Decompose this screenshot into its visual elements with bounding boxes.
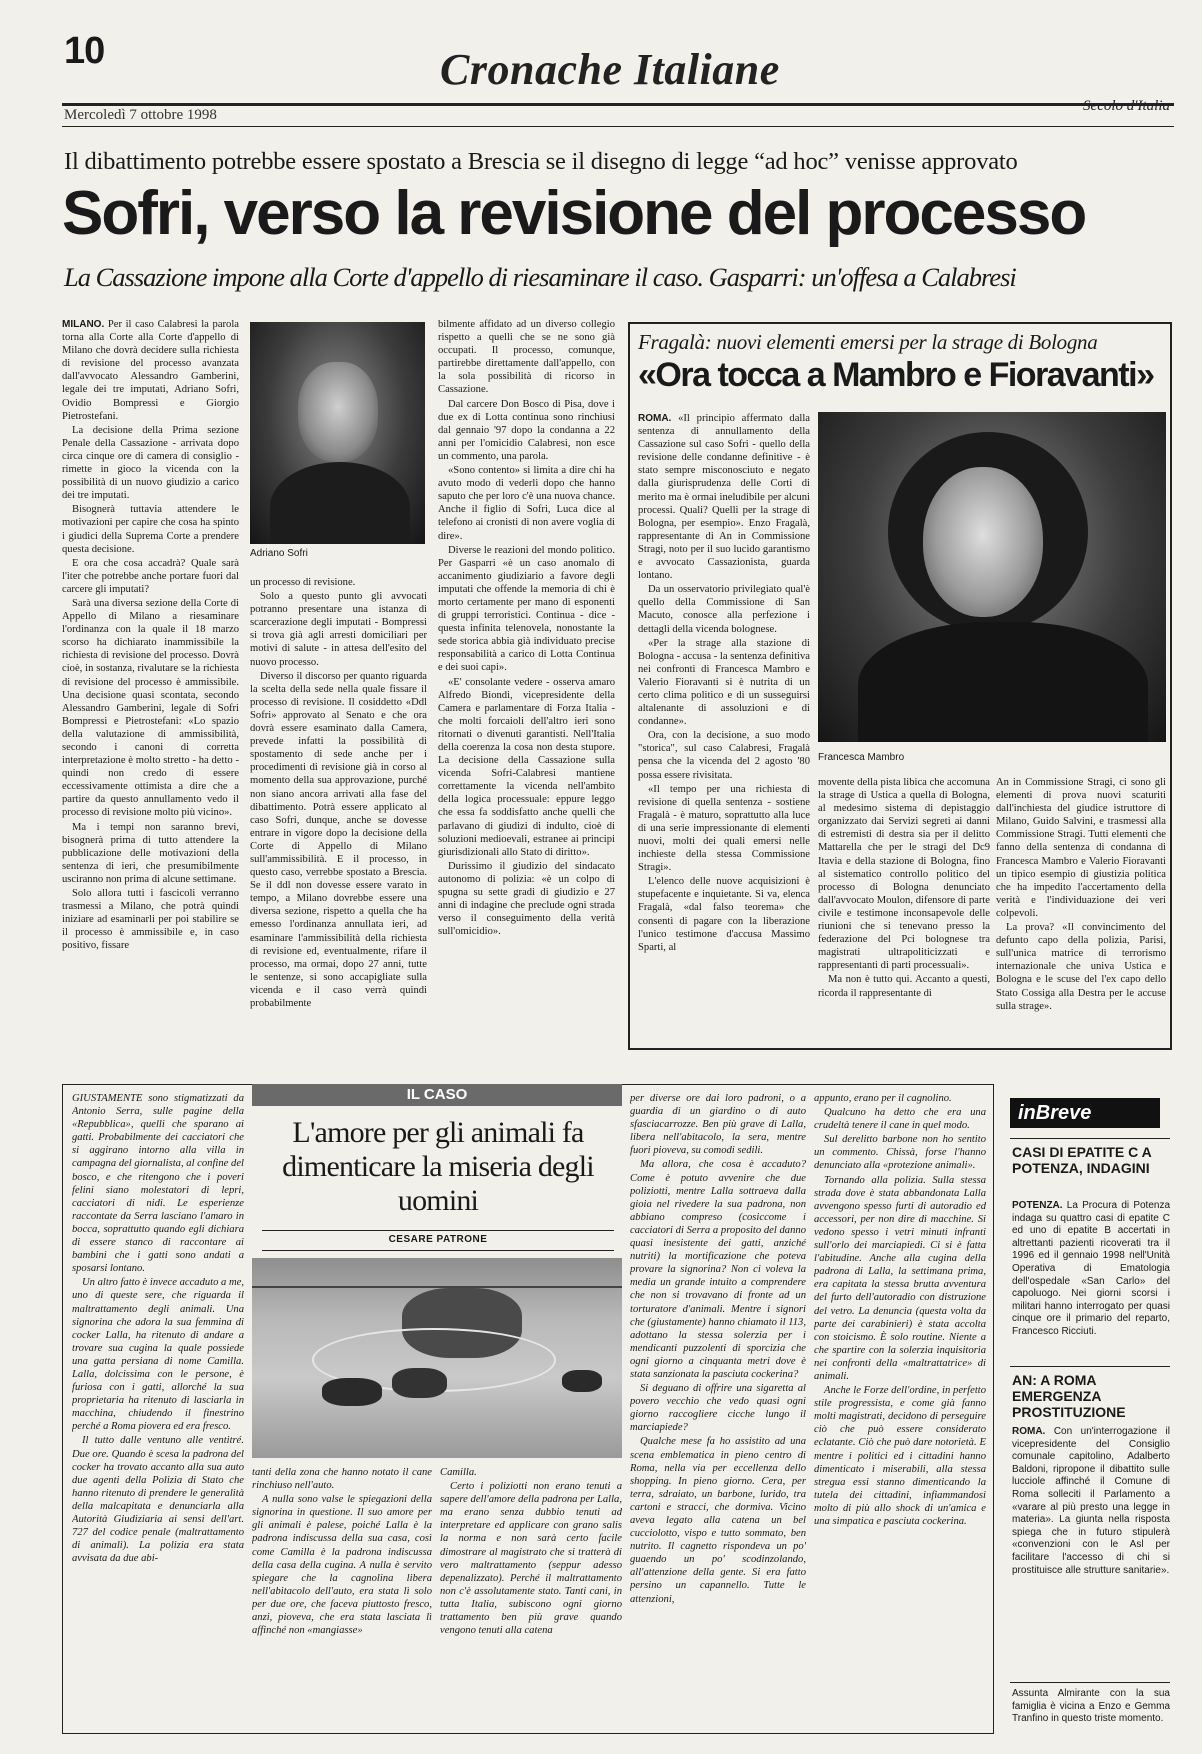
sofri-photo xyxy=(250,322,425,544)
main-article-col2 xyxy=(250,576,427,1050)
animals-col3-para: Camilla. xyxy=(440,1467,477,1478)
animals-lead-para: Un altro fatto è invece accaduto a me, uno di queste sere, che riguarda il maltrattamento degli animali. Una signorina che adora la sua femmina di cocker Lalla, ha ritenuto di andare a trovare sua cugina la quale possiede una gatta persiana di nome Camilla. Lalla, dolcissima con le persone, è furiosa con i gatti, allorché la sua proprietaria ha ritenuto di lasciarla in macchina, chiudendo il finestrino perché a Roma piovera ed era fresco. xyxy=(72,1277,244,1433)
main-headline: Sofri, verso la revisione del processo xyxy=(62,179,1086,248)
paper-name: Secolo d'Italia xyxy=(1083,98,1170,114)
side-col-a-text: «Il principio affermato dalla sentenza di annullamento della Cassazione sul caso Sofri - quello della revisione delle condanne definitive - è stato sempre misconosciuto e negato dalla giurisprudenza delle Corti di merito ma è ormai ineludibile per alcuni processi. Quali? Quelli per la strage di Bologna, per esempio». Enzo Fragalà, rappresentante di An in Commissione Stragi, noto per il suo lucido garantismo e avvocato Cassazionista, guarda lontano. xyxy=(638,413,810,582)
main-col1-para: Bisognerà tuttavia attendere le motivazioni per capire che cosa ha spinto i giudici della Suprema Corte a prendere questa decisione. xyxy=(62,504,239,555)
animals-col5-para: appunto, erano per il cagnolino. xyxy=(814,1093,952,1104)
animals-author-rule xyxy=(262,1230,614,1231)
in-breve-item2-text: Con un'interrogazione il vicepresidente del Consiglio comunale capitolino, Adalberto Baldoni, ripropone il dibattito sulle lucciole affinché il Comune di Roma solleciti il Parlamento a «varare al più presto una legge in materia». La giunta nella risposta spiega che in futuro stipulerà «convenzioni con le Asl per facilitare l'accesso di chi si prostituisce alle strutture sanitarie». xyxy=(1012,1426,1170,1576)
main-col3-para: «Sono contento» si limita a dire chi ha avuto modo di vederli dopo che hanno saputo che per loro c'è una nuova chance. Anche il figlio di Sofri, Luca dice al telefono ai cronisti di non avere voglia di dire». xyxy=(438,465,615,542)
sofri-photo-caption: Adriano Sofri xyxy=(250,548,308,559)
animals-col5-para: Qualcuno ha detto che era una crudeltà tenere il cane in quel modo. xyxy=(814,1107,986,1132)
main-col3-para: bilmente affidato ad un diverso collegio rispetto a quelli che se ne sono già occupati. Il processo, comunque, partirebbe direttamente dall'appello, con la sola possibilità di ricorso in Cassazione. xyxy=(438,319,615,396)
animals-tag-text: IL CASO xyxy=(406,1086,468,1103)
masthead-rule-thin xyxy=(62,126,1174,127)
animals-col4-para: Si deguano di offrire una sigaretta al povero vecchio che vedo quasi ogni giorno raccogliere cicche lungo il marciapiede? xyxy=(630,1383,806,1434)
main-col3-para: «E' consolante vedere - osserva amaro Alfredo Biondi, vicepresidente della Camera e parlamentare di Forza Italia - che molti forcaioli dell'altro ieri sono ritornati o divenuti garantisti. Nell'Italia della coerenza la cosa non desta stupore. La decisione della Cassazione sulla vicenda Sofri-Calabresi mantiene correttamente la vicenda nell'ambito della logica processuale: eppure leggo che essa fa soddisfatto anche quelli che parlavano di giudizi di indulto, cioè di soluzioni medioevali, estranee ai principi giurisdizionali allo Stato di diritto». xyxy=(438,676,615,858)
side-article-col-a xyxy=(638,412,810,1046)
animals-lead-para: GIUSTAMENTE sono stigmatizzati da Antonio Serra, sulle pagine della «Repubblica», quelli che sparano ai gatti. Probabilmente dei cacciatori che si aggirano intorno alla villa in campagna del giornalista, al confine del bosco, e che ritengono che i poveri felini siano molestatori di lepri, cacciatori di nidi. Le esperienze raccontate da Serra lasciano l'amaro in bocca, soprattutto quando egli dichiara di essere stanco di raccontare ai bambini che i gatti sono andati a sposarsi lontano. xyxy=(72,1093,244,1275)
section-title-text: Cronache Italiane xyxy=(440,45,780,94)
main-col1-text: Per il caso Calabresi la parola torna alla Corte alla Corte d'appello di Milano che dovrà decidere sulla richiesta di revisione del processo avanzata dall'avvocato Alessandro Gamberini, legale dei tre imputati, Adriano Sofri, Ovidio Bompressi e Giorgio Pietrostefani. xyxy=(62,319,239,422)
animals-author: CESARE PATRONE xyxy=(388,1234,488,1245)
side-col-b-para: movente della pista libica che accomuna la strage di Ustica a quella di Bologna, al medesimo sistema di depistaggio organizzato dai Servizi segreti ai danni di estremisti di destra sia per il delitto Mattarella che per le stragi del Dc9 Itavia e della stazione di Bologna, fino al sistematico controllo politico del processo di Bologna denunciato dall'avvocato Moulon, difensore di parte civile e testimone inconsapevole delle riunioni che si tenevano presso la federazione del Pci bolognese tra magistrati ultrapoliticizzati e rappresentanti di parti processuali». xyxy=(818,777,990,972)
mambro-photo-face xyxy=(923,467,1043,617)
animals-col4-para: Qualche mese fa ho assistito ad una scena emblematica in pieno centro di Roma, nella via per eccellenza dello shopping. In pieno giorno. Cera, per terra, sdraiato, un barbone, lurido, tra cartoni e stracci, che dormiva. Vicino aveva legato alla catena un bel cucciolotto, vispo e tutto sommato, ben nutrito. Il cagnetto rispondeva un po' guaendo un po' scodinzolando, all'attenzione della gente. Si era fatto persino un capannello. Tutte le attenzioni, xyxy=(630,1436,806,1605)
main-article-col3 xyxy=(438,318,615,1050)
side-article-col-c xyxy=(996,776,1166,1046)
in-breve-item1-para xyxy=(1012,1200,1170,1339)
side-col-c-para: An in Commissione Stragi, ci sono gli elementi di prova nuovi scaturiti dall'inchiesta del giudice istruttore di Milano, Guido Salvini, e trasmessi alla Commissione Stragi. Tutti elementi che fanno della sentenza di condanna di Francesca Mambro e Valerio Fioravanti un tipico esempio di giustizia politica che ha impedito l'accertamento della verità e l'individuazione dei veri colpevoli. xyxy=(996,777,1166,919)
dogs-photo-fence xyxy=(252,1286,622,1288)
main-col1-para: E ora che cosa accadrà? Quale sarà l'iter che potrebbe anche portare fuori dal carcere gli imputati? xyxy=(62,557,239,595)
dateline: MILANO. xyxy=(62,319,105,330)
animals-col3 xyxy=(440,1466,622,1728)
animals-col4-para: Ma allora, che cosa è accaduto? Come è potuto avvenire che due poliziotti, mentre Lalla sottraeva dalla gioia nel rivedere la sua padrona, non abbiano compreso (cosiccome i cacciatori di Serra a proposito del danno quasi inesistente dei gatti, anziché nutriti) la mortificazione che poteva provare la signorina? Non ci voleva la media un grande intuito a comprendere che non si trovavano di fronte ad un torturatore d'animali. Mentre i signori che (giustamente) hanno chiamato il 113, adottano la stessa solerzia per i mendicanti puzzolenti di sporcizia che ogni giorno a cinquanta metri dove è stata sanzionata la pasciuta cockerina? xyxy=(630,1159,806,1380)
side-article-col-b xyxy=(818,776,990,1046)
animals-col4 xyxy=(630,1092,806,1728)
side-kicker: Fragalà: nuovi elementi emersi per la strage di Bologna xyxy=(638,330,1098,354)
side-col-c-para: La prova? «Il convincimento del defunto capo della polizia, Parisi, sull'unica matrice di terrorismo internazionale che univa Ustica e Bologna e le scuse del l'ex capo dello Stato Cossiga alla Destra per le accuse sulla strage». xyxy=(996,922,1166,1012)
animals-lead-col xyxy=(72,1092,244,1728)
dogs-photo-dog xyxy=(562,1370,602,1392)
main-col2-para: Solo a questo punto gli avvocati potranno presentare una istanza di scarcerazione degli imputati - Bompressi si trova già agli arresti domiciliari per motivi di salute - in attesa dell'esito del nuovo processo. xyxy=(250,591,427,668)
in-breve-item1-title: CASI DI EPATITE C A POTENZA, INDAGINI xyxy=(1012,1144,1152,1176)
issue-date: Mercoledì 7 ottobre 1998 xyxy=(64,107,217,123)
side-headline: «Ora tocca a Mambro e Fioravanti» xyxy=(638,356,1154,394)
side-col-a-para: Da un osservatorio privilegiato qual'è quello della Commissione di San Macuto, conosce alla perfezione i dettagli della vicenda bolognese. xyxy=(638,584,810,635)
side-col-a-para: «Per la strage alla stazione di Bologna - accusa - la sentenza definitiva nei confronti di Francesca Mambro e Valerio Fioravanti si è nutrita di un certo clima politico e di un susseguirsi altalenante di assoluzioni e di condanne». xyxy=(638,637,810,728)
main-col1-para: Solo allora tutti i fascicoli verranno trasmessi a Milano, che potrà quindi iniziare ad esaminarli per poi stabilire se il processo è ammissibile e, in caso positivo, fissare xyxy=(62,888,239,952)
main-col2-para: Diverso il discorso per quanto riguarda la scelta della sede nella quale fissare il processo di revisione. Il cosiddetto «Ddl Sofri» approvato al Senato e che ora dovrà essere esaminato dalla Camera, prevede infatti la possibilità di spostamento di sede anche per i procedimenti di revisione già in corso al momento della sua approvazione, purché non siano ancora arrivati alla fase del dibattimento. Potrà essere applicato al caso Sofri, dunque, anche se dovesse entrare in vigore dopo la decisione della Corte di Appello di Milano sull'ammissibilità. E il processo, in questo caso, verrebbe spostato a Brescia. Se il ddl non dovesse essere varato in tempo, a Milano dovrebbe essere una diversa sezione, rispetto a quella che ha emesso l'ordinanza annullata ieri, ad esaminare l'ammissibilità della richiesta di revisione ed, eventualmente, rifare il processo, ma ormai, dopo 27 anni, tutte le sentenze, si sono accapigliate sulla vicenda e il caso verrà quindi probabilmente xyxy=(250,670,427,1009)
animals-col2-para: A nulla sono valse le spiegazioni della signorina in questione. Il suo amore per gli animali è palese, poiché Lalla è la padrona indiscussa della sua casa, così come Camilla è la padrona indiscussa della casa della cugina. A nulla è servito spiegare che la cagnolina libera nell'abitacolo dell'auto, era stata lì solo per due ore, che faceva piuttosto fresco, anzi, pioveva, che era stata lasciata lì affinché non «mangiasse» xyxy=(252,1494,432,1637)
main-subheadline: La Cassazione impone alla Corte d'appello di riesaminare il caso. Gasparri: un'offesa a Calabresi xyxy=(64,262,1016,292)
dogs-photo-dog xyxy=(322,1378,382,1406)
in-breve-item3 xyxy=(1012,1688,1170,1734)
side-col-a-para: «Il tempo per una richiesta di revisione di quella sentenza - sostiene Fragalà - è maturo, soprattutto alla luce di una serie impressionante di elementi nuovi, molti dei quali emersi nelle inchieste della stessa Commissione Stragi». xyxy=(638,783,810,874)
side-col-a-para: L'elenco delle nuove acquisizioni è stupefacente e inquietante. Si va, elenca Fragalà, «dal falso teorema» che consentì di pagare con la liberazione l'unico testimone d'accusa Massimo Sparti, al xyxy=(638,876,810,953)
in-breve-item3-text: Assunta Almirante con la sua famiglia è vicina a Enzo e Gemma Tranfino in questo triste momento. xyxy=(1012,1688,1170,1725)
in-breve-rule xyxy=(1010,1138,1170,1139)
side-dateline: ROMA. xyxy=(638,413,672,424)
side-col-a-para: Ora, con la decisione, a suo modo "storica", sul caso Calabresi, Fragalà pensa che la vicenda del 2 agosto '80 possa essere rivisitata. xyxy=(638,730,810,781)
animals-headline: L'amore per gli animali fa dimenticare la miseria degli uomini xyxy=(282,1116,594,1217)
animals-col5-para: Anche le Forze dell'ordine, in perfetto stile progressista, e come già fanno molti magistrati, decidono di perseguire ciò che può essere considerato eclatante. Ciò che può dare notorietà. E mentre i politici ed i cittadini hanno dimenticato i miserabili, alla stessa stregua essi stanno dimenticando la tutela dei cittadini, infiammandosi molto di più allo shock di un'amica e una simpatica e pasciuta cockerina. xyxy=(814,1385,986,1527)
sofri-photo-body xyxy=(270,462,410,544)
main-col2-para: un processo di revisione. xyxy=(250,577,356,588)
mambro-photo-body xyxy=(858,622,1148,742)
main-col1-para: Ma i tempi non saranno brevi, bisognerà prima di tutto attendere la pubblicazione delle motivazioni della sentenza di ieri, che presumibilmente usciranno non prima di alcune settimane. xyxy=(62,821,239,885)
animals-col2 xyxy=(252,1466,432,1728)
in-breve-item2-title: AN: A ROMA EMERGENZA PROSTITUZIONE xyxy=(1012,1372,1126,1420)
animals-lead-para: Il tutto dalle ventuno alle ventitré. Due ore. Quando è scesa la padrona del cocker ha trovato accanto alla sua auto due agenti della Polizia di Stato che hanno ritenuto di prendere le generalità della malcapitata e denunciarla alla Autorità Giudiziaria ai sensi dell'art. 727 del codice penale (maltrattamento di animali). La polizia era stata avvisata da due abi- xyxy=(72,1435,244,1565)
animals-tag xyxy=(252,1084,622,1106)
main-article-col1 xyxy=(62,318,239,1050)
in-breve-item2 xyxy=(1012,1426,1170,1626)
masthead-rule xyxy=(62,103,1174,106)
page-number: 10 xyxy=(64,30,105,72)
side-col-a-para xyxy=(638,412,810,582)
in-breve-item1-text: La Procura di Potenza indaga su quattro casi di epatite C ed uno di epatite B accertati in altrettanti pazienti ricoverati tra il 1996 ed il gennaio 1998 nell'Unità Operativa di Ematologia dell'ospedale «San Carlo» del capoluogo. Nei giorni scorsi i militari hanno interrogato per quasi cinque ore il primario del reparto, Francesco Ricciuti. xyxy=(1012,1200,1170,1337)
dogs-photo xyxy=(252,1258,622,1458)
in-breve-label xyxy=(1010,1098,1160,1128)
animals-col5-para: Tornando alla polizia. Sulla stessa strada dove è stata abbandonata Lalla avvengono spesso furti di autoradio ed accessori, per non dire di macchine. Si vedono spesso i vetri minuti infranti sull'orlo dei marciapiedi. Ci si è fatta l'abitudine. Anche alla cugina della padrona di Lalla, la settimana prima, era capitata la stessa brutta avventura del furto dell'autoradio con distruzione del vetro. La denuncia (questa volta da parte dei carabinieri) è stata accolta con stoicismo. È solo routine. Niente a che spartire con la solerzia inquisitoria nei confronti della «maltrattatrice» di animali. xyxy=(814,1174,986,1382)
in-breve-rule xyxy=(1010,1366,1170,1367)
in-breve-rule xyxy=(1010,1682,1170,1683)
in-breve-item2-para xyxy=(1012,1426,1170,1577)
animals-col4-para: per diverse ore dai loro padroni, o a guardia di un giardino o di auto sfasciacarrozze. Ben più grave di Lalla, libera nell'abitacolo, la sera, mentre fuori pioveva, su comodi sedili. xyxy=(630,1093,806,1157)
main-col3-para: Durissimo il giudizio del sindacato autonomo di polizia: «è un colpo di spugna su sette gradi di giudizio e 27 anni di indagine che preclude ogni strada verso il conseguimento della verità sull'omicidio». xyxy=(438,860,615,938)
in-breve-item2-dateline: ROMA. xyxy=(1012,1426,1046,1437)
sofri-photo-face xyxy=(298,362,378,462)
main-col3-para: Diverse le reazioni del mondo politico. Per Gasparri «è un caso anomalo di accanimento giudiziario a favore degli imputati che offende la memoria di chi è morto certamente per mano di esponenti di gruppi terroristici. Continua - dice - questa infinita telenovela, nonostante la sede storica abbia già individuato precise responsabilità a carico di Lotta Continua e dei suoi capi». xyxy=(438,544,615,674)
main-col1-para: La decisione della Prima sezione Penale della Cassazione - arrivata dopo circa cinque ore di camera di consiglio - rimette in gioco la vicenda con la possibilità di un nuovo giudizio a carico dei tre imputati. xyxy=(62,424,239,502)
in-breve-item1 xyxy=(1012,1200,1170,1360)
in-breve-label-text: inBreve xyxy=(1018,1102,1092,1124)
dogs-photo-dog xyxy=(392,1368,447,1398)
animals-col5 xyxy=(814,1092,986,1728)
main-col1-para: Sarà una diversa sezione della Corte di Appello di Milano a riesaminare l'ordinanza con la quale il 18 marzo scorso ha dichiarato inammissibile la richiesta di revisione del processo. Dovrà cioè, in sostanza, rivalutare se la richiesta di revisione del processo è ammissibile. Una decisione quasi scontata, secondo Alessandro Gamberini, legale di Sofri Bompressi e Pietrostefani: «Lo spazio della valutazione di ammissibilità, secondo i canoni di corretta interpretazione è molto stretto - ha detto - quindi non credo di essere eccessivamente ottimista a dire che a partire da questo annullamento vedo il processo di revisione molto più vicino». xyxy=(62,597,239,819)
main-col3-para: Dal carcere Don Bosco di Pisa, dove i due ex di Lotta continua sono rinchiusi dal gennaio '97 dopo la condanna a 22 anni per l'omicidio Calabresi, non esce un commento, una parola. xyxy=(438,398,615,462)
animals-col5-para: Sul derelitto barbone non ho sentito un commento. Chissà, forse l'hanno denunciato alla «protezione animali». xyxy=(814,1134,986,1172)
section-title xyxy=(440,44,840,104)
main-kicker: Il dibattimento potrebbe essere spostato a Brescia se il disegno di legge “ad hoc” venisse approvato xyxy=(64,148,1018,175)
main-col1-para xyxy=(62,318,239,423)
animals-author-rule-2 xyxy=(262,1250,614,1251)
animals-col3-para: Certo i poliziotti non erano tenuti a sapere dell'amore della padrona per Lalla, ma erano senza dubbio tenuti ad interpretare ed applicare con grano salis la norma e non sarà certo facile dimostrare al magistrato che si tratterà di vero maltrattamento (seppur adesso depenalizzato). Perché il maltrattamento non c'è assolutamente stato. Tanti cani, in tutta Italia, subiscono ogni giorno trattamento ben più grave quando vengono tenuti alla catena xyxy=(440,1481,622,1637)
mambro-photo xyxy=(818,412,1166,742)
side-col-b-para: Ma non è tutto qui. Accanto a questi, ricorda il rappresentante di xyxy=(818,974,990,999)
mambro-photo-caption: Francesca Mambro xyxy=(818,752,905,763)
in-breve-item1-dateline: POTENZA. xyxy=(1012,1200,1063,1211)
animals-col2-para: tanti della zona che hanno notato il cane rinchiuso nell'auto. xyxy=(252,1467,432,1492)
